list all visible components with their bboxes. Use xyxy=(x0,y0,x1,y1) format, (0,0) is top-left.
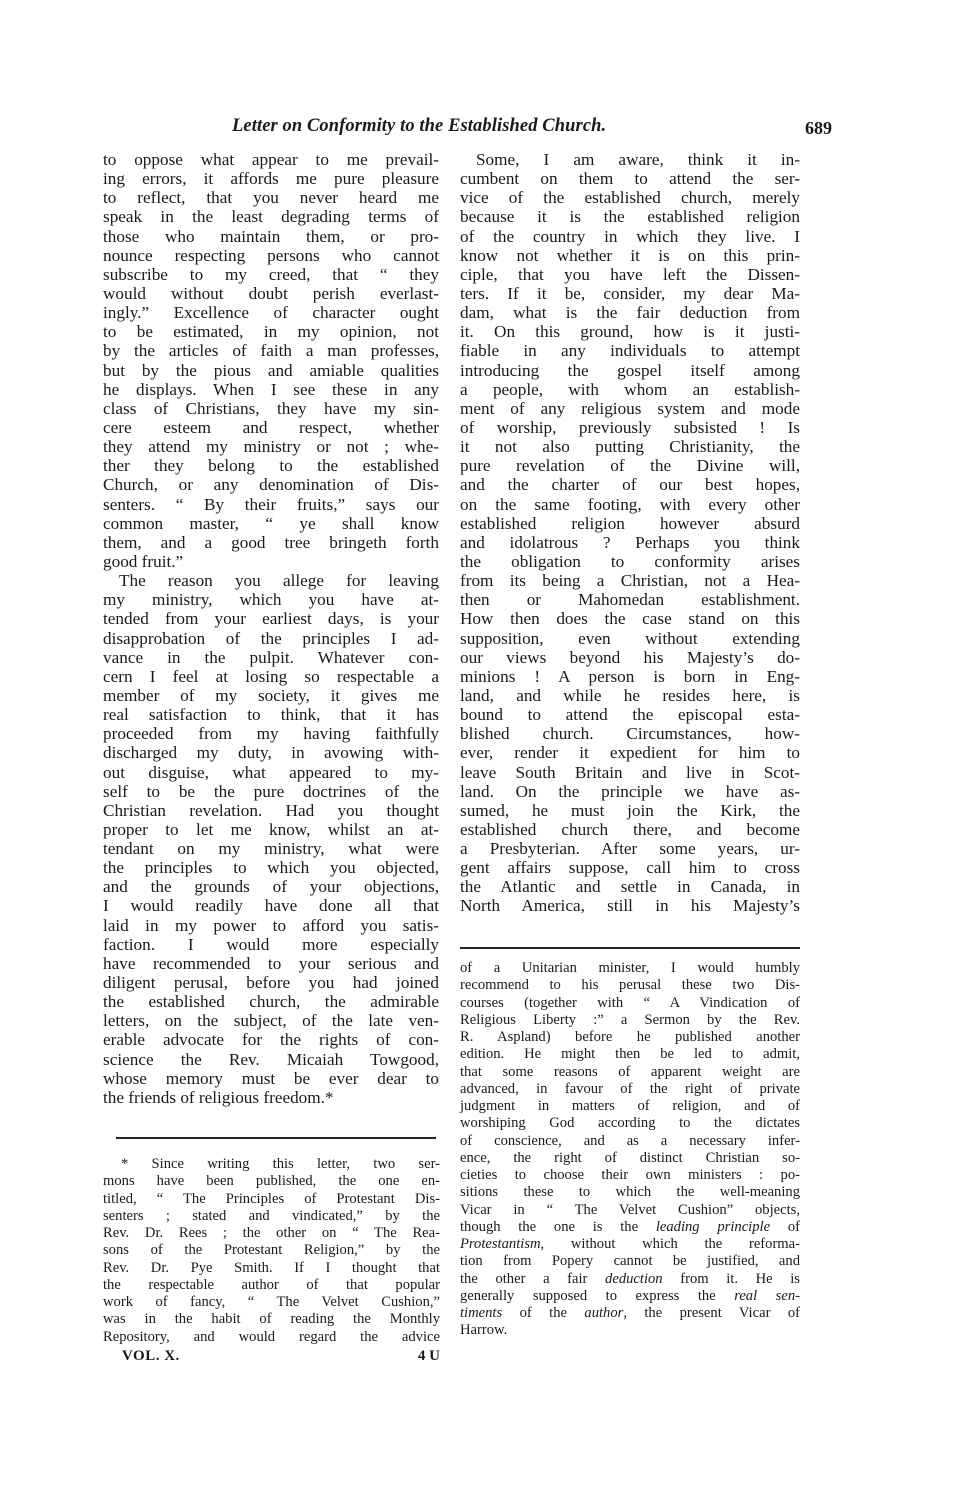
text-line: pure revelation of the Divine will, xyxy=(460,456,800,476)
text-line: gent affairs suppose, call him to cross xyxy=(460,858,800,878)
italic-emphasis: deduction xyxy=(605,1270,663,1287)
text-line: tended from your earliest days, is your xyxy=(103,609,439,629)
text-line: a Presbyterian. After some years, ur- xyxy=(460,839,800,859)
footnote-line xyxy=(460,1271,800,1288)
text-span: though the one is the xyxy=(460,1218,656,1235)
text-line: ciple, that you have left the Dissen- xyxy=(460,264,800,284)
footnote-line: advanced, in favour of the right of private xyxy=(460,1080,800,1097)
text-line: because it is the established religion xyxy=(460,207,800,227)
footnote-line: Vicar in “ The Velvet Cushion” objects, xyxy=(460,1201,800,1218)
signature-mark: 4 U xyxy=(417,1348,440,1364)
text-line: the friends of religious freedom.* xyxy=(103,1087,334,1107)
text-line: ingly.” Excellence of character ought xyxy=(103,303,439,323)
paragraph-start: The reason you allege for leaving xyxy=(119,571,439,591)
footnote-line: judgment in matters of religion, and of xyxy=(460,1098,800,1114)
text-line: to reflect, that you never heard me xyxy=(103,188,439,208)
text-line: vance in the pulpit. Whatever con- xyxy=(103,647,439,667)
text-line: fiable in any individuals to attempt xyxy=(460,341,800,361)
text-line: ment of any religious system and mode xyxy=(460,398,800,418)
text-line: established religion however absurd xyxy=(460,513,800,533)
text-span: from it. He is xyxy=(662,1270,800,1287)
text-line: member of my society, it gives me xyxy=(103,685,439,705)
text-line: North America, still in his Majesty’s xyxy=(460,896,800,916)
text-line: them, and a good tree bringeth forth xyxy=(103,532,439,552)
footnote-line: titled, “ The Principles of Protestant Dis- xyxy=(103,1190,440,1207)
right-column-body xyxy=(460,150,800,916)
text-line: but by the pious and amiable qualities xyxy=(103,360,439,380)
left-column-body xyxy=(103,150,439,1107)
footnote-line: senters ; stated and vindicated,” by the xyxy=(103,1207,440,1224)
footnote-line xyxy=(460,1219,800,1236)
italic-emphasis: timents xyxy=(460,1305,503,1321)
text-line: to be estimated, in my opinion, not xyxy=(103,322,439,342)
text-line: diligent perusal, before you had joined xyxy=(103,973,439,993)
footnote-line: of a Unitarian minister, I would humbly xyxy=(460,960,800,976)
text-line: self to be the pure doctrines of the xyxy=(103,781,439,801)
text-line: sumed, he must join the Kirk, the xyxy=(460,800,800,820)
text-line: of worship, previously subsisted ! Is xyxy=(460,417,800,437)
text-line: my ministry, which you have at- xyxy=(103,590,439,610)
text-line: by the articles of faith a man professes, xyxy=(103,341,439,361)
footnote-line: ence, the right of distinct Christian so- xyxy=(460,1149,800,1166)
text-span: generally supposed to express the xyxy=(460,1287,735,1304)
text-line: proceeded from my having faithfully xyxy=(103,724,439,744)
text-line: real satisfaction to think, that it has xyxy=(103,705,439,725)
text-line: science the Rev. Micaiah Towgood, xyxy=(103,1049,439,1069)
footnote-line: that some reasons of apparent weight are xyxy=(460,1063,800,1080)
text-line: the established church, the admirable xyxy=(103,992,439,1012)
text-line: the principles to which you objected, xyxy=(103,858,439,878)
text-line: the obligation to conformity arises xyxy=(460,551,800,571)
text-line: laid in my power to afford you satis- xyxy=(103,915,439,935)
footnote-line: Religious Liberty :” a Sermon by the Rev. xyxy=(460,1011,800,1028)
page-number: 689 xyxy=(805,118,832,138)
footnote-line: recommend to his perusal these two Dis- xyxy=(460,977,800,994)
text-line: disapprobation of the principles I ad- xyxy=(103,628,439,648)
footnote-line: courses (together with “ A Vindication of xyxy=(460,994,800,1011)
footnote-line: R. Aspland) before he published another xyxy=(460,1029,800,1045)
text-line: bound to attend the episcopal esta- xyxy=(460,705,800,725)
footnote-line xyxy=(460,1288,800,1305)
footnote-separator-left xyxy=(116,1137,436,1139)
text-line: senters. “ By their fruits,” says our xyxy=(103,494,439,514)
footnote-line: sitions these to which the well-meaning xyxy=(460,1184,800,1201)
footnote-line: cieties to choose their own ministers : po- xyxy=(460,1167,800,1183)
italic-emphasis: real sen- xyxy=(734,1287,800,1304)
text-line: class of Christians, they have my sin- xyxy=(103,398,439,418)
footnote-line xyxy=(460,1305,800,1322)
text-line: on the same footing, with every other xyxy=(460,494,800,514)
text-span: of xyxy=(770,1218,800,1235)
text-line: he displays. When I see these in any xyxy=(103,379,439,399)
footnote-line: of conscience, and as a necessary infer- xyxy=(460,1132,800,1149)
text-span: the other a fair xyxy=(460,1270,606,1287)
text-line: speak in the least degrading terms of xyxy=(103,207,439,227)
footnote-line: sons of the Protestant Religion,” by the xyxy=(103,1242,440,1259)
text-line: and the grounds of your objections, xyxy=(103,877,439,897)
text-line: it not also putting Christianity, the xyxy=(460,437,800,457)
text-line: letters, on the subject, of the late ven- xyxy=(103,1011,439,1031)
text-line: ing errors, it affords me pure pleasure xyxy=(103,169,439,189)
text-line: out disguise, what appeared to my- xyxy=(103,762,439,782)
text-line: our views beyond his Majesty’s do- xyxy=(460,647,800,667)
text-line: and the charter of our best hopes, xyxy=(460,475,800,495)
text-line: cumbent on them to attend the ser- xyxy=(460,169,800,189)
text-span: , the present Vicar of xyxy=(623,1305,800,1321)
text-line: to oppose what appear to me prevail- xyxy=(103,150,439,169)
text-line: nounce respecting persons who cannot xyxy=(103,245,439,265)
text-line: vice of the established church, merely xyxy=(460,188,800,208)
footnote-line: the respectable author of that popular xyxy=(103,1276,440,1293)
text-line: leave South Britain and live in Scot- xyxy=(460,762,800,782)
text-line: then or Mahomedan establishment. xyxy=(460,590,800,610)
text-line: whose memory must be ever dear to xyxy=(103,1068,439,1088)
text-line: tendant on my ministry, what were xyxy=(103,839,439,859)
text-line: common master, “ ye shall know xyxy=(103,513,439,533)
text-line: it. On this ground, how is it justi- xyxy=(460,322,800,342)
text-line: faction. I would more especially xyxy=(103,934,439,954)
running-title: Letter on Conformity to the Established Church. xyxy=(232,116,607,136)
italic-emphasis: Protestantism xyxy=(460,1236,541,1252)
footnote-line: tion from Popery cannot be justified, and xyxy=(460,1253,800,1270)
text-line: introducing the gospel itself among xyxy=(460,360,800,380)
text-line: How then does the case stand on this xyxy=(460,609,800,629)
text-line: from its being a Christian, not a Hea- xyxy=(460,571,800,591)
text-line: they attend my ministry or not ; whe- xyxy=(103,437,439,457)
text-line: ther they belong to the established xyxy=(103,456,439,476)
running-header xyxy=(232,116,832,146)
footnote-line: work of fancy, “ The Velvet Cushion,” xyxy=(103,1294,440,1310)
italic-emphasis: author xyxy=(584,1305,624,1321)
text-line: proper to let me know, whilst an at- xyxy=(103,819,439,839)
text-span: of the xyxy=(502,1305,585,1321)
text-line: cern I feel at losing so respectable a xyxy=(103,666,439,686)
footnote-line: mons have been published, the one en- xyxy=(103,1173,440,1190)
text-line: those who maintain them, or pro- xyxy=(103,226,439,246)
text-line: of the country in which they live. I xyxy=(460,226,800,246)
text-line: cere esteem and respect, whether xyxy=(103,417,439,437)
text-line: subscribe to my creed, that “ they xyxy=(103,264,439,284)
footnote-line: Rev. Dr. Rees ; the other on “ The Rea- xyxy=(103,1225,440,1241)
paragraph-start: Some, I am aware, think it in- xyxy=(476,150,800,169)
text-line: land. On the principle we have as- xyxy=(460,781,800,801)
text-line: the Atlantic and settle in Canada, in xyxy=(460,877,800,897)
text-line: discharged my duty, in avowing with- xyxy=(103,743,439,763)
text-line: minions ! A person is born in Eng- xyxy=(460,666,800,686)
text-line: ever, render it expedient for him to xyxy=(460,743,800,763)
volume-label: VOL. X. xyxy=(122,1348,180,1364)
text-line: ters. If it be, consider, my dear Ma- xyxy=(460,283,800,303)
text-line: would without doubt perish everlast- xyxy=(103,283,439,303)
text-line: I would readily have done all that xyxy=(103,896,439,916)
footnote-line: edition. He might then be led to admit, xyxy=(460,1046,800,1063)
text-line: good fruit.” xyxy=(103,551,184,571)
footnote-separator-right xyxy=(460,947,800,949)
footnote-line: Harrow. xyxy=(460,1322,508,1339)
text-line: supposition, even without extending xyxy=(460,628,800,648)
footnote-line: * Since writing this letter, two ser- xyxy=(121,1156,440,1172)
text-line: Church, or any denomination of Dis- xyxy=(103,475,439,495)
text-line: Christian revelation. Had you thought xyxy=(103,800,439,820)
footnote-line: was in the habit of reading the Monthly xyxy=(103,1311,440,1328)
text-span: , without which the reforma- xyxy=(540,1236,800,1252)
footnote-right-continuation xyxy=(460,960,800,1340)
text-line: know not whether it is on this prin- xyxy=(460,245,800,265)
text-line: have recommended to your serious and xyxy=(103,953,439,973)
text-line: a people, with whom an establish- xyxy=(460,379,800,399)
text-line: dam, what is the fair deduction from xyxy=(460,303,800,323)
text-line: and idolatrous ? Perhaps you think xyxy=(460,532,800,552)
footnote-left xyxy=(103,1156,440,1346)
italic-emphasis: leading principle xyxy=(655,1218,771,1235)
footnote-line: Rev. Dr. Pye Smith. If I thought that xyxy=(103,1259,440,1276)
footnote-line: Repository, and would regard the advice xyxy=(103,1328,440,1345)
text-line: land, and while he resides here, is xyxy=(460,685,800,705)
footnote-line xyxy=(460,1236,800,1253)
text-line: established church there, and become xyxy=(460,819,800,839)
text-line: erable advocate for the rights of con- xyxy=(103,1030,439,1050)
footnote-line: worshiping God according to the dictates xyxy=(460,1115,800,1132)
text-line: blished church. Circumstances, how- xyxy=(460,724,800,744)
